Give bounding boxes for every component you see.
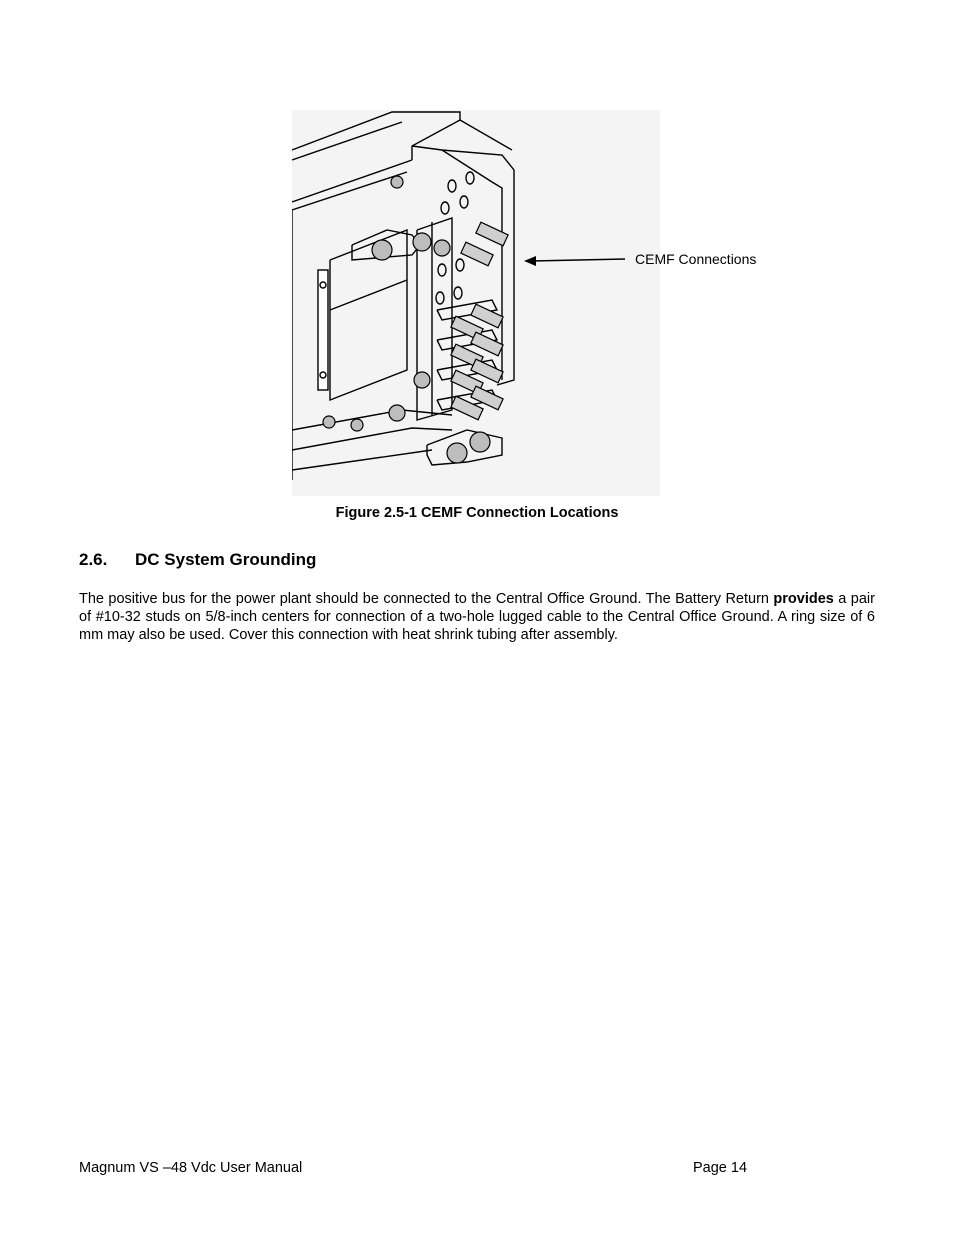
footer-page-number: Page 14 bbox=[693, 1160, 748, 1176]
callout-label: CEMF Connections bbox=[635, 251, 757, 267]
section-number: 2.6. bbox=[79, 550, 108, 569]
cemf-illustration bbox=[292, 110, 662, 498]
paragraph-bold-text: provides bbox=[773, 591, 834, 607]
figure-caption: Figure 2.5-1 CEMF Connection Locations bbox=[335, 505, 619, 521]
section-title: DC System Grounding bbox=[135, 550, 317, 569]
cemf-figure bbox=[292, 110, 662, 498]
body-paragraph bbox=[79, 590, 875, 644]
paragraph-text-1: The positive bus for the power plant should be connected to the Central Office Ground. The Battery Return bbox=[79, 591, 774, 607]
section-heading bbox=[79, 550, 316, 570]
paragraph-text-2: a pair of #10-32 studs on 5/8-inch centers for connection of a two-hole lugged cable to the Central Office Ground. A ring size of 6 mm may also be used. Cover this connection with heat shrink tubing after assembly. bbox=[79, 591, 875, 643]
footer-title: Magnum VS –48 Vdc User Manual bbox=[79, 1160, 303, 1176]
